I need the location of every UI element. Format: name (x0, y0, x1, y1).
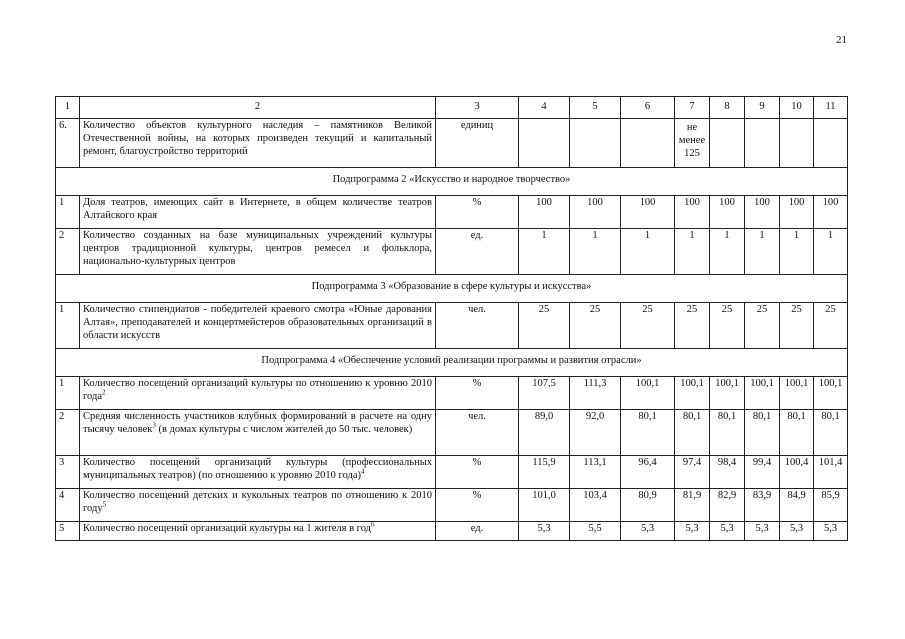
value-cell: 100 (570, 196, 621, 229)
value-cell: 25 (519, 303, 570, 349)
value-cell: 80,9 (621, 489, 675, 522)
value-cell: 25 (570, 303, 621, 349)
value-cell: 81,9 (675, 489, 710, 522)
value-cell: 92,0 (570, 410, 621, 456)
header-cell: 8 (710, 97, 745, 119)
value-cell: 100,4 (780, 456, 814, 489)
table-row (56, 377, 848, 410)
header-cell: 2 (80, 97, 436, 119)
indicator-name (80, 410, 436, 456)
value-cell: 25 (675, 303, 710, 349)
header-cell: 1 (56, 97, 80, 119)
value-cell: 84,9 (780, 489, 814, 522)
header-cell: 5 (570, 97, 621, 119)
value-cell: 100 (710, 196, 745, 229)
row-index: 2 (56, 229, 80, 275)
value-cell: 101,4 (814, 456, 848, 489)
indicator-text-cont: (в домах культуры с числом жителей до 50 тыс. человек) (155, 424, 413, 435)
row-index: 1 (56, 196, 80, 229)
value-cell (519, 119, 570, 168)
value-cell: 25 (745, 303, 780, 349)
value-cell: 80,1 (621, 410, 675, 456)
footnote-mark: 4 (361, 467, 365, 476)
value-cell: 1 (745, 229, 780, 275)
value-cell: 25 (780, 303, 814, 349)
indicators-table (55, 96, 848, 541)
unit-cell: единиц (436, 119, 519, 168)
footnote-mark: 5 (102, 500, 107, 509)
value-cell: 100 (675, 196, 710, 229)
section-row (56, 275, 848, 303)
row-index: 6. (56, 119, 80, 168)
unit-cell: ед. (436, 229, 519, 275)
indicator-name: Доля театров, имеющих сайт в Интернете, в общем количестве театров Алтайского края (80, 196, 436, 229)
footnote-mark: 3 (152, 421, 156, 430)
indicator-name (80, 456, 436, 489)
header-cell: 10 (780, 97, 814, 119)
value-cell (570, 119, 621, 168)
unit-cell: % (436, 456, 519, 489)
section-row (56, 349, 848, 377)
value-cell: 100,1 (710, 377, 745, 410)
value-cell: 100,1 (780, 377, 814, 410)
unit-cell: % (436, 196, 519, 229)
indicator-name (80, 522, 436, 541)
value-cell: 113,1 (570, 456, 621, 489)
table-row (56, 410, 848, 456)
value-cell: 100 (814, 196, 848, 229)
header-cell: 3 (436, 97, 519, 119)
value-cell: 25 (621, 303, 675, 349)
indicator-name (80, 377, 436, 410)
indicator-name: Количество созданных на базе муниципальных учреждений культуры центров традиционной культуры, центров ремесел и фольклора, национально-культурных центров (80, 229, 436, 275)
value-cell: 1 (519, 229, 570, 275)
value-cell: 80,1 (675, 410, 710, 456)
table-row (56, 456, 848, 489)
header-cell: 11 (814, 97, 848, 119)
value-cell: 1 (570, 229, 621, 275)
value-cell: 5,3 (621, 522, 675, 541)
indicator-text: Количество посещений детских и кукольных театров по отношению к 2010 году (83, 490, 432, 514)
value-cell: 1 (621, 229, 675, 275)
value-cell: 80,1 (780, 410, 814, 456)
value-cell: 97,4 (675, 456, 710, 489)
header-cell: 6 (621, 97, 675, 119)
value-cell: 100 (621, 196, 675, 229)
indicator-text: Количество посещений организаций культуры на 1 жителя в год (83, 523, 371, 534)
value-cell: 96,4 (621, 456, 675, 489)
value-cell: 100 (780, 196, 814, 229)
value-cell: 5,3 (675, 522, 710, 541)
value-cell: 107,5 (519, 377, 570, 410)
value-cell: 100,1 (814, 377, 848, 410)
indicator-text: Количество посещений организаций культуры (профессиональных муниципальных театров) (по отношению к уровню 2010 года) (83, 457, 432, 481)
value-cell: не менее 125 (675, 119, 710, 168)
value-cell: 5,3 (814, 522, 848, 541)
value-cell (780, 119, 814, 168)
value-cell: 1 (675, 229, 710, 275)
value-cell: 111,3 (570, 377, 621, 410)
unit-cell: % (436, 377, 519, 410)
value-cell: 101,0 (519, 489, 570, 522)
value-cell: 5,3 (519, 522, 570, 541)
row-index: 2 (56, 410, 80, 456)
value-cell: 89,0 (519, 410, 570, 456)
value-cell (621, 119, 675, 168)
row-index: 4 (56, 489, 80, 522)
value-cell: 80,1 (710, 410, 745, 456)
unit-cell: чел. (436, 410, 519, 456)
table-row (56, 119, 848, 168)
indicator-name (80, 489, 436, 522)
value-cell: 5,3 (780, 522, 814, 541)
indicator-name: Количество стипендиатов - победителей краевого смотра «Юные дарования Алтая», преподавателей и концертмейстеров образовательных организаций в области искусств (80, 303, 436, 349)
indicator-text: Средняя численность участников клубных формирований в расчете на одну тысячу человек (83, 411, 432, 435)
indicator-text: Количество посещений организаций культуры по отношению к уровню 2010 года (83, 378, 432, 402)
unit-cell: ед. (436, 522, 519, 541)
value-cell: 1 (710, 229, 745, 275)
row-index: 5 (56, 522, 80, 541)
table-row (56, 196, 848, 229)
value-cell: 25 (710, 303, 745, 349)
value-cell: 1 (814, 229, 848, 275)
value-cell (814, 119, 848, 168)
value-cell (745, 119, 780, 168)
row-index: 1 (56, 303, 80, 349)
table-header-row (56, 97, 848, 119)
footnote-mark: 6 (370, 520, 375, 529)
value-cell: 115,9 (519, 456, 570, 489)
unit-cell: чел. (436, 303, 519, 349)
value-cell: 100 (745, 196, 780, 229)
header-cell: 4 (519, 97, 570, 119)
value-cell: 1 (780, 229, 814, 275)
table-row (56, 229, 848, 275)
table-row (56, 489, 848, 522)
value-cell: 100,1 (745, 377, 780, 410)
table-row (56, 303, 848, 349)
section-title: Подпрограмма 3 «Образование в сфере культуры и искусства» (56, 275, 848, 303)
header-cell: 9 (745, 97, 780, 119)
value-cell: 100 (519, 196, 570, 229)
section-title: Подпрограмма 2 «Искусство и народное творчество» (56, 168, 848, 196)
value-cell: 5,5 (570, 522, 621, 541)
value-cell: 85,9 (814, 489, 848, 522)
row-index: 1 (56, 377, 80, 410)
value-cell: 82,9 (710, 489, 745, 522)
value-cell: 98,4 (710, 456, 745, 489)
value-cell: 80,1 (814, 410, 848, 456)
row-index: 3 (56, 456, 80, 489)
value-cell: 100,1 (675, 377, 710, 410)
value-cell: 5,3 (745, 522, 780, 541)
page-number: 21 (836, 34, 847, 46)
header-cell: 7 (675, 97, 710, 119)
value-cell: 99,4 (745, 456, 780, 489)
value-cell: 80,1 (745, 410, 780, 456)
value-cell (710, 119, 745, 168)
value-cell: 25 (814, 303, 848, 349)
value-cell: 5,3 (710, 522, 745, 541)
value-cell: 100,1 (621, 377, 675, 410)
value-cell: 83,9 (745, 489, 780, 522)
section-row (56, 168, 848, 196)
value-cell: 103,4 (570, 489, 621, 522)
table-row (56, 522, 848, 541)
footnote-mark: 2 (102, 388, 106, 397)
unit-cell: % (436, 489, 519, 522)
section-title: Подпрограмма 4 «Обеспечение условий реализации программы и развития отрасли» (56, 349, 848, 377)
indicator-name: Количество объектов культурного наследия – памятников Великой Отечественной войны, на которых произведен текущий и капитальный ремонт, благоустройство территорий (80, 119, 436, 168)
